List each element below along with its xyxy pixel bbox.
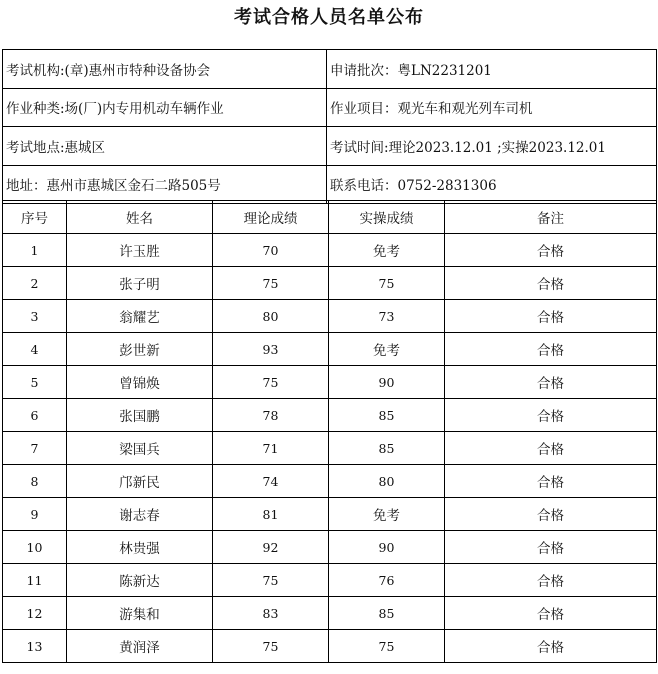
cell-name: 游集和 (67, 597, 213, 630)
info-row (3, 88, 657, 127)
cell-remark: 合格 (445, 597, 657, 630)
cell-theory-score: 81 (213, 498, 329, 531)
cell-theory-score: 75 (213, 366, 329, 399)
cell-remark: 合格 (445, 366, 657, 399)
results-table (2, 200, 657, 663)
cell-theory-score: 70 (213, 234, 329, 267)
cell-practical-score: 85 (329, 597, 445, 630)
info-row (3, 50, 657, 89)
cell-name: 许玉胜 (67, 234, 213, 267)
cell-theory-score: 93 (213, 333, 329, 366)
exam-time: 考试时间:理论2023.12.01 ;实操2023.12.01 (327, 127, 657, 166)
header-practical-score: 实操成绩 (329, 201, 445, 234)
cell-name: 林贵强 (67, 531, 213, 564)
cell-remark: 合格 (445, 630, 657, 663)
cell-name: 邝新民 (67, 465, 213, 498)
cell-practical-score: 76 (329, 564, 445, 597)
cell-theory-score: 74 (213, 465, 329, 498)
cell-seq: 7 (3, 432, 67, 465)
table-row (3, 399, 657, 432)
table-header-row (3, 201, 657, 234)
cell-practical-score: 75 (329, 630, 445, 663)
table-row (3, 432, 657, 465)
cell-seq: 9 (3, 498, 67, 531)
cell-seq: 11 (3, 564, 67, 597)
application-batch: 申请批次：粤LN2231201 (327, 50, 657, 89)
header-theory-score: 理论成绩 (213, 201, 329, 234)
cell-seq: 3 (3, 300, 67, 333)
table-row (3, 267, 657, 300)
cell-seq: 4 (3, 333, 67, 366)
cell-practical-score: 90 (329, 366, 445, 399)
header-name: 姓名 (67, 201, 213, 234)
cell-remark: 合格 (445, 465, 657, 498)
page-title: 考试合格人员名单公布 (234, 7, 424, 28)
cell-practical-score: 免考 (329, 234, 445, 267)
cell-name: 黄润泽 (67, 630, 213, 663)
info-row (3, 165, 657, 204)
operation-item: 作业项目：观光车和观光列车司机 (327, 88, 657, 127)
table-row (3, 366, 657, 399)
cell-remark: 合格 (445, 300, 657, 333)
cell-theory-score: 78 (213, 399, 329, 432)
cell-seq: 12 (3, 597, 67, 630)
table-row (3, 531, 657, 564)
cell-name: 张子明 (67, 267, 213, 300)
cell-name: 张国鹏 (67, 399, 213, 432)
table-row (3, 630, 657, 663)
cell-remark: 合格 (445, 432, 657, 465)
cell-practical-score: 73 (329, 300, 445, 333)
cell-name: 陈新达 (67, 564, 213, 597)
info-row (3, 127, 657, 166)
table-row (3, 564, 657, 597)
contact-phone: 联系电话：0752-2831306 (327, 165, 657, 204)
cell-remark: 合格 (445, 399, 657, 432)
table-row (3, 300, 657, 333)
cell-seq: 1 (3, 234, 67, 267)
table-row (3, 498, 657, 531)
cell-theory-score: 83 (213, 597, 329, 630)
table-row (3, 597, 657, 630)
cell-remark: 合格 (445, 498, 657, 531)
cell-seq: 6 (3, 399, 67, 432)
cell-practical-score: 85 (329, 399, 445, 432)
cell-theory-score: 75 (213, 564, 329, 597)
cell-theory-score: 92 (213, 531, 329, 564)
table-row (3, 333, 657, 366)
cell-name: 曾锦焕 (67, 366, 213, 399)
table-row (3, 234, 657, 267)
cell-name: 谢志春 (67, 498, 213, 531)
cell-practical-score: 免考 (329, 498, 445, 531)
cell-remark: 合格 (445, 564, 657, 597)
cell-theory-score: 80 (213, 300, 329, 333)
cell-seq: 8 (3, 465, 67, 498)
header-remark: 备注 (445, 201, 657, 234)
cell-seq: 10 (3, 531, 67, 564)
cell-practical-score: 80 (329, 465, 445, 498)
address: 地址：惠州市惠城区金石二路505号 (3, 165, 327, 204)
operation-type: 作业种类:场(厂)内专用机动车辆作业 (3, 88, 327, 127)
cell-name: 翁耀艺 (67, 300, 213, 333)
cell-theory-score: 75 (213, 630, 329, 663)
cell-theory-score: 71 (213, 432, 329, 465)
cell-seq: 13 (3, 630, 67, 663)
exam-org: 考试机构:(章)惠州市特种设备协会 (3, 50, 327, 89)
cell-practical-score: 90 (329, 531, 445, 564)
cell-remark: 合格 (445, 267, 657, 300)
cell-name: 梁国兵 (67, 432, 213, 465)
cell-practical-score: 75 (329, 267, 445, 300)
cell-remark: 合格 (445, 531, 657, 564)
exam-place: 考试地点:惠城区 (3, 127, 327, 166)
exam-info-table (2, 49, 657, 204)
cell-theory-score: 75 (213, 267, 329, 300)
cell-seq: 2 (3, 267, 67, 300)
table-row (3, 465, 657, 498)
header-seq: 序号 (3, 201, 67, 234)
cell-name: 彭世新 (67, 333, 213, 366)
cell-remark: 合格 (445, 333, 657, 366)
cell-practical-score: 免考 (329, 333, 445, 366)
cell-practical-score: 85 (329, 432, 445, 465)
cell-remark: 合格 (445, 234, 657, 267)
cell-seq: 5 (3, 366, 67, 399)
